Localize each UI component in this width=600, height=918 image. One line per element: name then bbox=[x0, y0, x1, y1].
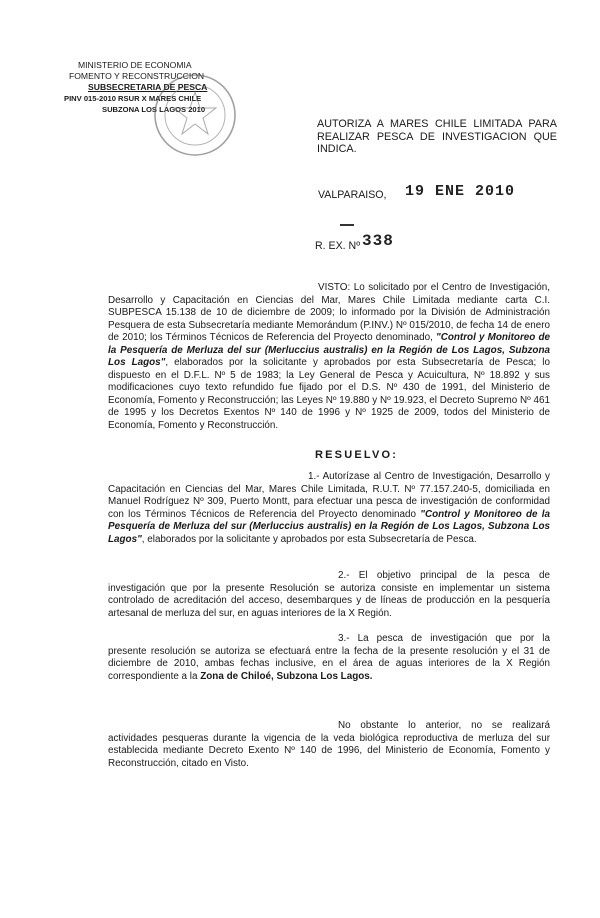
subject-heading: AUTORIZA A MARES CHILE LIMITADA PARA REALIZAR PESCA DE INVESTIGACION QUE INDICA. bbox=[317, 118, 557, 155]
resolution-note bbox=[108, 720, 550, 770]
ministry-line-2: FOMENTO Y RECONSTRUCCION bbox=[69, 71, 205, 81]
handwritten-mark bbox=[340, 224, 354, 226]
item-3-text: 3.- La pesca de investigación que por la presente resolución se autoriza se efectuará entre la fecha de la presente resolución y el 31 de diciembre de 2010, ambas fechas inclusive, en el área de aguas interiores de la X Región correspondiente a la bbox=[108, 633, 550, 682]
reference-line: PINV 015-2010 RSUR X MARES CHILE bbox=[64, 94, 202, 103]
subsecretaria-line: SUBSECRETARIA DE PESCA bbox=[88, 82, 208, 92]
date-stamp: 19 ENE 2010 bbox=[405, 183, 516, 200]
ministry-line-1: MINISTERIO DE ECONOMIA bbox=[78, 60, 192, 70]
resuelvo-heading: RESUELVO: bbox=[315, 449, 399, 461]
resolution-label: R. EX. Nº bbox=[315, 240, 361, 252]
zone-line: SUBZONA LOS LAGOS 2010 bbox=[102, 105, 206, 114]
resolution-item-3 bbox=[108, 633, 550, 683]
item-1-text-b: , elaborados por la solicitante y aprobados por esta Subsecretaría de Pesca. bbox=[141, 533, 477, 545]
item-1-text-a: 1.- Autorízase al Centro de Investigación, Desarrollo y Capacitación en Ciencias del Mar, Mares Chile Limitada, R.U.T. Nº 77.157.240-5, domiciliada en Manuel Rodríguez Nº 309, Puerto Montt, para efectuar una pesca de investigación de conformidad con los Términos Técnicos de Referencia del Proyecto denominado bbox=[108, 471, 550, 520]
visto-text-a: Lo solicitado por el Centro de Investigación, Desarrollo y Capacitación en Ciencias del Mar, Mares Chile Limitada mediante carta C.I. SUBPESCA 15.138 de 10 de diciembre de 2009; lo informado por la División de Administración Pesquera de esta Subsecretaría mediante Memorándum (P.INV.) Nº 015/2010, de fecha 14 de enero de 2010; los Términos Técnicos de Referencia del Proyecto denominado, bbox=[108, 282, 550, 343]
visto-project-title: "Control y Monitoreo de la Pesquería de Merluza del sur (Merluccius australis) en la Región de Los Lagos, Subzona Los Lagos" bbox=[108, 332, 550, 368]
resolution-number: 338 bbox=[362, 232, 394, 250]
resolution-item-1 bbox=[108, 471, 550, 546]
note-text: No obstante lo anterior, no se realizará actividades pesqueras durante la vigencia de la veda biológica reproductiva de merluza del sur establecida mediante Decreto Exento Nº 140 de 1996, del Ministerio de Economía, Fomento y Reconstrucción, citado en Visto. bbox=[108, 720, 550, 769]
place-label: VALPARAISO, bbox=[318, 189, 387, 201]
visto-lead: VISTO: bbox=[318, 282, 351, 293]
official-seal-icon bbox=[150, 70, 240, 160]
visto-paragraph bbox=[108, 282, 550, 432]
item-1-project-title: "Control y Monitoreo de la Pesquería de Merluza del sur (Merluccius australis) en la Región de Los Lagos, Subzona Los Lagos" bbox=[108, 508, 551, 545]
item-2-text: 2.- El objetivo principal de la pesca de investigación que por la presente Resolución se autoriza consiste en implementar un sistema controlado de acreditación del acceso, desembarques y de líneas de producción en la pesquería artesanal de merluza del sur, en aguas interiores de la X Región. bbox=[108, 570, 550, 619]
resolution-item-2 bbox=[108, 570, 550, 620]
item-3-zone: Zona de Chiloé, Subzona Los Lagos. bbox=[200, 670, 373, 682]
visto-text-b: , elaborados por la solicitante y aprobados por esta Subsecretaría de Pesca; lo dispuesto en el D.F.L. Nº 5 de 1983; la Ley General de Pesca y Acuicultura, Nº 18.892 y sus modificaciones cuyo texto refundido fue fijado por el D.S. Nº 430 de 1991, del Ministerio de Economía, Fomento y Reconstrucción; las Leyes Nº 19.880 y Nº 19.923, el Decreto Supremo Nº 461 de 1995 y los Decretos Exentos Nº 140 de 1996 y Nº 1925 de 2009, todos del Ministerio de Economía, Fomento y Reconstrucción. bbox=[108, 357, 550, 431]
